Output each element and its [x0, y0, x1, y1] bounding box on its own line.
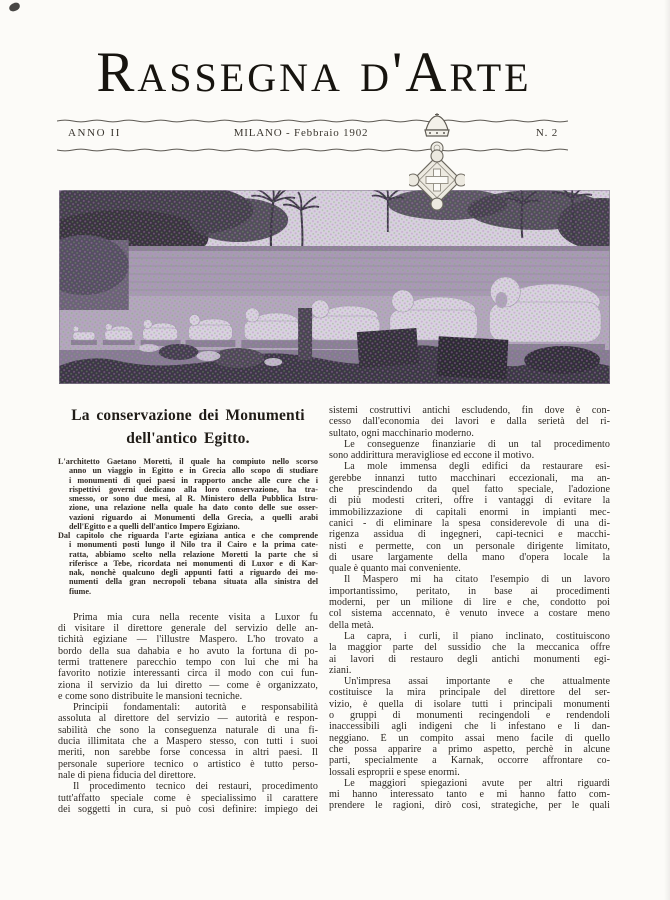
- text-line: sono addirittura meravigliose ed eccone il motivo.: [329, 450, 535, 462]
- text-line: mi hanno interessato tanto e mi hanno fatto com-: [329, 789, 610, 801]
- text-line: L'architetto Gaetano Moretti, il quale ha compiuto nello scorso: [58, 457, 318, 466]
- text-line: che possa apparire a primo aspetto, perchè in alcune: [329, 743, 610, 755]
- text-line: ziona il servizio da lui diretto — come è organizzato,: [58, 679, 318, 691]
- text-line: fiume.: [69, 586, 92, 596]
- text-line: Le conseguenze finanziarie di un tal procedimento: [344, 438, 610, 450]
- text-line: i monumenti posti lungo il Nilo tra il Cairo e la prima cate-: [69, 540, 318, 550]
- text-line: Prima mia cura nella recente visita a Luxor fu: [73, 611, 318, 623]
- text-line: sistemi costruttivi antichi escludendo, fin dove è con-: [329, 405, 610, 416]
- paragraph: [329, 461, 610, 574]
- text-line: favorito notizie interessanti circa il modo con cui fun-: [58, 668, 318, 680]
- text-line: inaccessibili agli indigeni che li infestano e li dan-: [329, 721, 610, 733]
- text-line: col sistema accennato, è venuto invece a costare meno: [329, 608, 610, 620]
- text-line: moderni, per un milione di lire e che, condotto poi: [329, 597, 610, 609]
- text-line: cesso dall'economia dei lavori e dalla serietà del ri-: [329, 416, 610, 428]
- text-line: importantissimo, peritato, in base ai procedimenti: [329, 585, 610, 597]
- text-line: costituisce la mira principale del direttore del ser-: [329, 687, 610, 699]
- decorative-rule-bottom: [57, 147, 568, 153]
- text-line: di usare largamente della mano d'opera locale la: [329, 551, 610, 563]
- text-line: di più modesti criteri, offre i vantaggi di evitare la: [329, 495, 610, 507]
- paragraph: [329, 631, 610, 676]
- text-line: La mole immensa degli edifici da restaurare esi-: [344, 461, 610, 473]
- issue-number: N. 2: [535, 127, 558, 139]
- text-line: riferisce a Tebe, ricordata nei monumenti di Luxor e di Kar-: [69, 558, 318, 568]
- text-line: neggiano. È un compito assai meno facile di quello: [329, 732, 610, 744]
- paragraph: [329, 778, 610, 812]
- text-line: personale superiore tecnico o artistico è tutto perso-: [58, 758, 318, 770]
- paragraph: [329, 405, 610, 439]
- city-date-label: MILANO - Febbraio 1902: [233, 127, 369, 139]
- cross-medal-icon: [409, 147, 465, 212]
- ink-smudge: [8, 2, 21, 13]
- paragraph: [58, 702, 318, 781]
- text-line: numenti della gran necropoli tebana situata alla sinistra del: [69, 577, 318, 587]
- text-line: meriti, non sarebbe forse concessa in altri paesi. Il: [58, 747, 318, 759]
- text-line: anno un viaggio in Egitto e in Grecia allo scopo di studiare: [69, 466, 318, 476]
- text-line: sultato, ogni macchinario moderno.: [329, 427, 474, 439]
- article-body-right: [329, 405, 610, 812]
- text-line: dei soggetti in cura, si può così definire: impiego dei: [58, 803, 318, 815]
- text-line: termi trattenere parecchio tempo con lui che mi ha: [58, 656, 318, 668]
- volume-label: ANNO II: [68, 127, 122, 139]
- text-line: la maggior parte del sussidio che la meccanica offre: [329, 642, 610, 654]
- text-line: ai lavori di restauro degli antichi monumenti egi-: [329, 653, 610, 665]
- text-line: immobilizzazione di capitali enormi in impianti mec-: [329, 506, 610, 518]
- text-line: i monumenti di quei paesi in rapporto anche alle cure che i: [69, 475, 318, 485]
- text-line: smesso, or sono due mesi, al R. Ministero della Pubblica Istru-: [69, 494, 318, 503]
- right-column: [329, 405, 610, 812]
- text-line: sabilità che sono la conseguenza naturale di una fi-: [58, 724, 318, 736]
- text-line: parti, specialmente a Karnak, occorre affrontare co-: [329, 755, 610, 767]
- issue-dateline-row: [58, 127, 568, 143]
- left-column: [58, 402, 318, 815]
- text-line: Le maggiori spiegazioni avute per altri riguardi: [344, 777, 610, 789]
- text-line: tutt'affatto speciale come è specialissimo il carattere: [58, 792, 318, 804]
- text-line: canici - di eliminare la spesa considerevole di una di-: [329, 517, 610, 529]
- paragraph: [329, 574, 610, 630]
- paragraph: [58, 457, 318, 531]
- text-line: rigenza assidua di ingegneri, capi-tecnici e macchi-: [329, 529, 610, 541]
- text-line: nale di piena fiducia del direttore.: [58, 769, 197, 781]
- text-line: dell'Egitto e a quelli dell'antico Impero Egiziano.: [69, 521, 240, 531]
- paragraph: [58, 781, 318, 815]
- text-line: assoluta al direttore del servizio — autorità e respon-: [58, 713, 318, 725]
- article-title-line2: dell'antico Egitto.: [126, 430, 250, 447]
- article-intro: [58, 457, 318, 596]
- text-line: ziani.: [329, 664, 352, 676]
- text-line: bordo della sua dahabia e ho avuto la fortuna di po-: [58, 645, 318, 657]
- text-line: nak, nonchè qualcuno degli appunti fatti a riguardo dei mo-: [69, 568, 318, 577]
- text-line: Il procedimento tecnico dei restauri, procedimento: [73, 781, 318, 793]
- text-line: di visitare il direttore generale del servizio delle an-: [58, 623, 318, 635]
- text-line: vizio, è quella di isolare tutti i principali monumenti: [329, 698, 610, 710]
- text-line: ducia illimitata che a Maspero stesso, con tutti i suoi: [58, 736, 318, 748]
- halftone-overlay: [59, 190, 610, 384]
- text-line: tichità egiziane — l'illustre Maspero. L'ho trovato a: [58, 634, 318, 646]
- crown-icon: [425, 113, 449, 136]
- text-line: zione, una relazione nella quale ha dato conto delle sue osser-: [69, 503, 318, 513]
- article-title: [58, 402, 318, 450]
- text-line: Principii fondamentali: autorità e responsabilità: [73, 702, 318, 714]
- text-line: o gruppi di monumenti recingendoli e rendendoli: [329, 710, 610, 722]
- article-body-left: [58, 612, 318, 815]
- text-line: quale è quanto mai conveniente.: [329, 563, 461, 575]
- article-title-line1: La conservazione dei Monumenti: [71, 407, 305, 424]
- text-line: Un'impresa assai importante e che attualmente: [344, 676, 610, 688]
- text-line: vazioni riguardo ai Monumenti della Grecia, a quelli arabi: [69, 512, 318, 522]
- masthead-title: Rassegna d'Arte: [96, 41, 532, 104]
- text-line: lossali esproprii e spese enormi.: [329, 766, 460, 778]
- text-line: nisti e permette, con un personale dirigente limitato,: [329, 540, 610, 552]
- text-line: La capra, i curli, il piano inclinato, costituiscono: [344, 630, 610, 642]
- text-line: Il Maspero mi ha citato l'esempio di un lavoro: [344, 574, 610, 586]
- karnak-sphinx-photograph: [59, 190, 610, 384]
- decorative-rule-top: [57, 118, 568, 124]
- text-line: gerebbe innanzi tutto macchinari eccezionali, ma an-: [329, 472, 610, 484]
- text-line: Dal capitolo che riguarda l'arte egiziana antica e che comprende: [58, 531, 318, 540]
- text-line: della metà.: [329, 619, 374, 631]
- text-line: che prescindendo da quel fatto speciale, l'adozione: [329, 484, 610, 496]
- paragraph: [58, 531, 318, 596]
- crowned-cross-emblem: [409, 112, 465, 216]
- paragraph: [329, 439, 610, 462]
- text-line: e come sono distribuite le mansioni tecniche.: [58, 690, 243, 702]
- paragraph: [329, 676, 610, 778]
- text-line: ratta, abbiamo scelto nella relazione Moretti la parte che si: [69, 549, 318, 559]
- text-line: rispettivi governi dedicano alla loro conservazione, ha tra-: [69, 484, 318, 494]
- text-line: prendere le ragioni, dirò così, strategiche, per le quali: [329, 800, 610, 812]
- paragraph: [58, 612, 318, 702]
